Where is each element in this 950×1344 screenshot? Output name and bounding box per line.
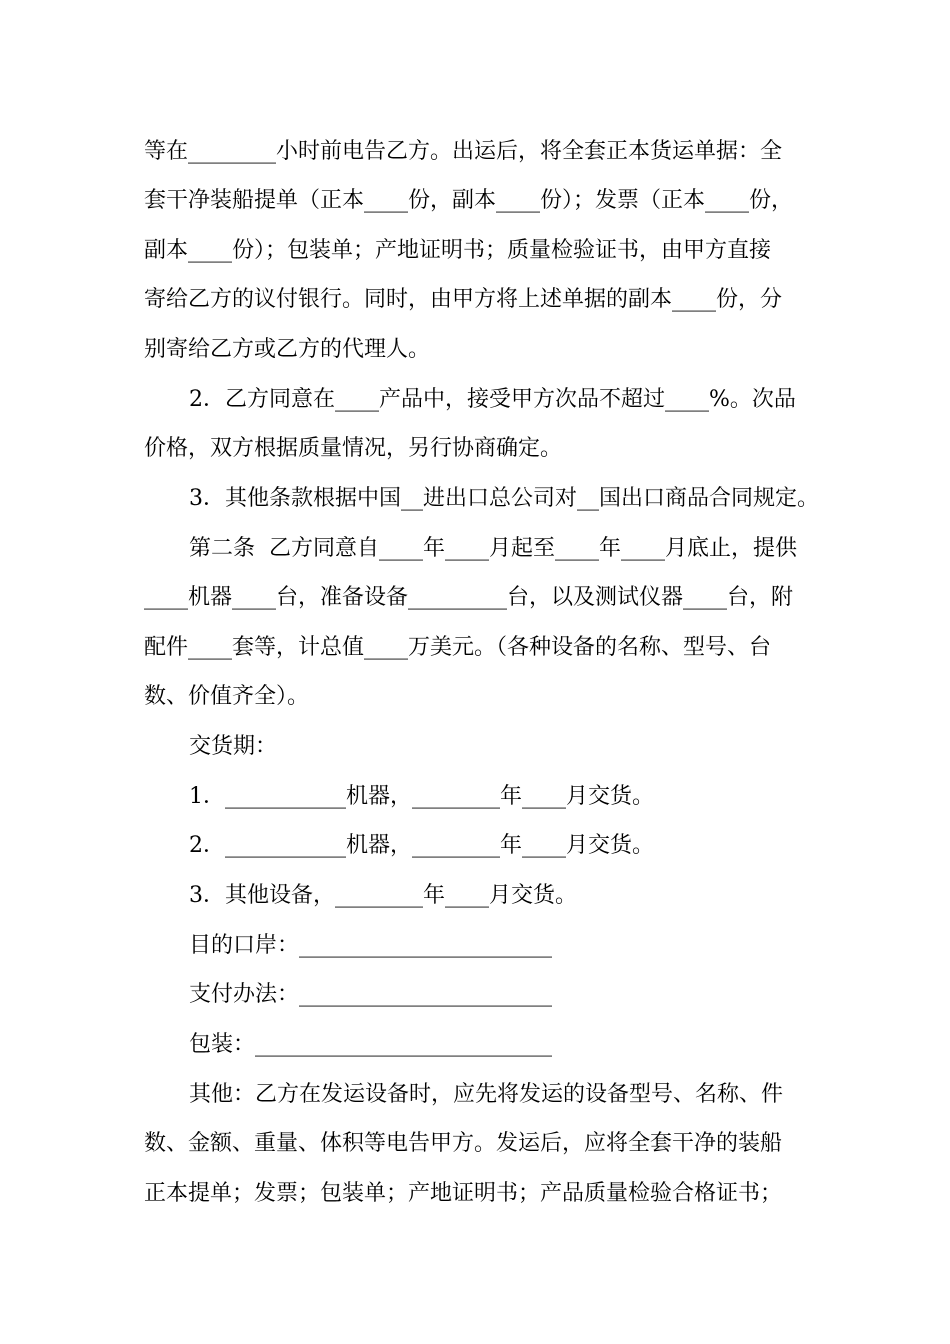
- text-line: 价格，双方根据质量情况，另行协商确定。: [144, 436, 563, 461]
- text-line: 1．___________机器，________年____月交货。: [189, 784, 654, 809]
- text-line: 数、金额、重量、体积等电告甲方。发运后，应将全套干净的装船: [144, 1131, 783, 1156]
- text-line: 第二条 乙方同意自____年____月起至____年____月底止，提供: [189, 536, 797, 561]
- text-line: 2．___________机器，________年____月交货。: [189, 833, 654, 858]
- text-line: 等在________小时前电告乙方。出运后，将全套正本货运单据：全: [144, 139, 783, 164]
- form-field-port: 目的口岸：_______________________: [189, 933, 553, 958]
- text-line: ____机器____台，准备设备_________台，以及测试仪器____台，附: [144, 585, 794, 610]
- text-line: 套干净装船提单（正本____份，副本____份）；发票（正本____份，: [144, 188, 794, 213]
- text-line: 2．乙方同意在____产品中，接受甲方次品不超过____%。次品: [189, 387, 796, 412]
- text-line: 别寄给乙方或乙方的代理人。: [144, 337, 431, 362]
- text-line: 其他：乙方在发运设备时，应先将发运的设备型号、名称、件: [189, 1082, 784, 1107]
- text-line: 寄给乙方的议付银行。同时，由甲方将上述单据的副本____份，分: [144, 287, 783, 312]
- text-line: 配件____套等，计总值____万美元。（各种设备的名称、型号、台: [144, 635, 772, 660]
- text-line: 3．其他设备，________年____月交货。: [189, 883, 577, 908]
- text-line: 正本提单；发票；包装单；产地证明书；产品质量检验合格证书；: [144, 1181, 783, 1206]
- text-line: 副本____份）；包装单；产地证明书；质量检验证书，由甲方直接: [144, 238, 772, 263]
- form-field-payment: 支付办法：_______________________: [189, 982, 553, 1007]
- form-field-packing: 包装：___________________________: [189, 1032, 553, 1057]
- text-line: 数、价值齐全）。: [144, 684, 310, 709]
- section-heading: 交货期：: [189, 734, 278, 759]
- text-line: 3．其他条款根据中国__进出口总公司对__国出口商品合同规定。: [189, 486, 819, 511]
